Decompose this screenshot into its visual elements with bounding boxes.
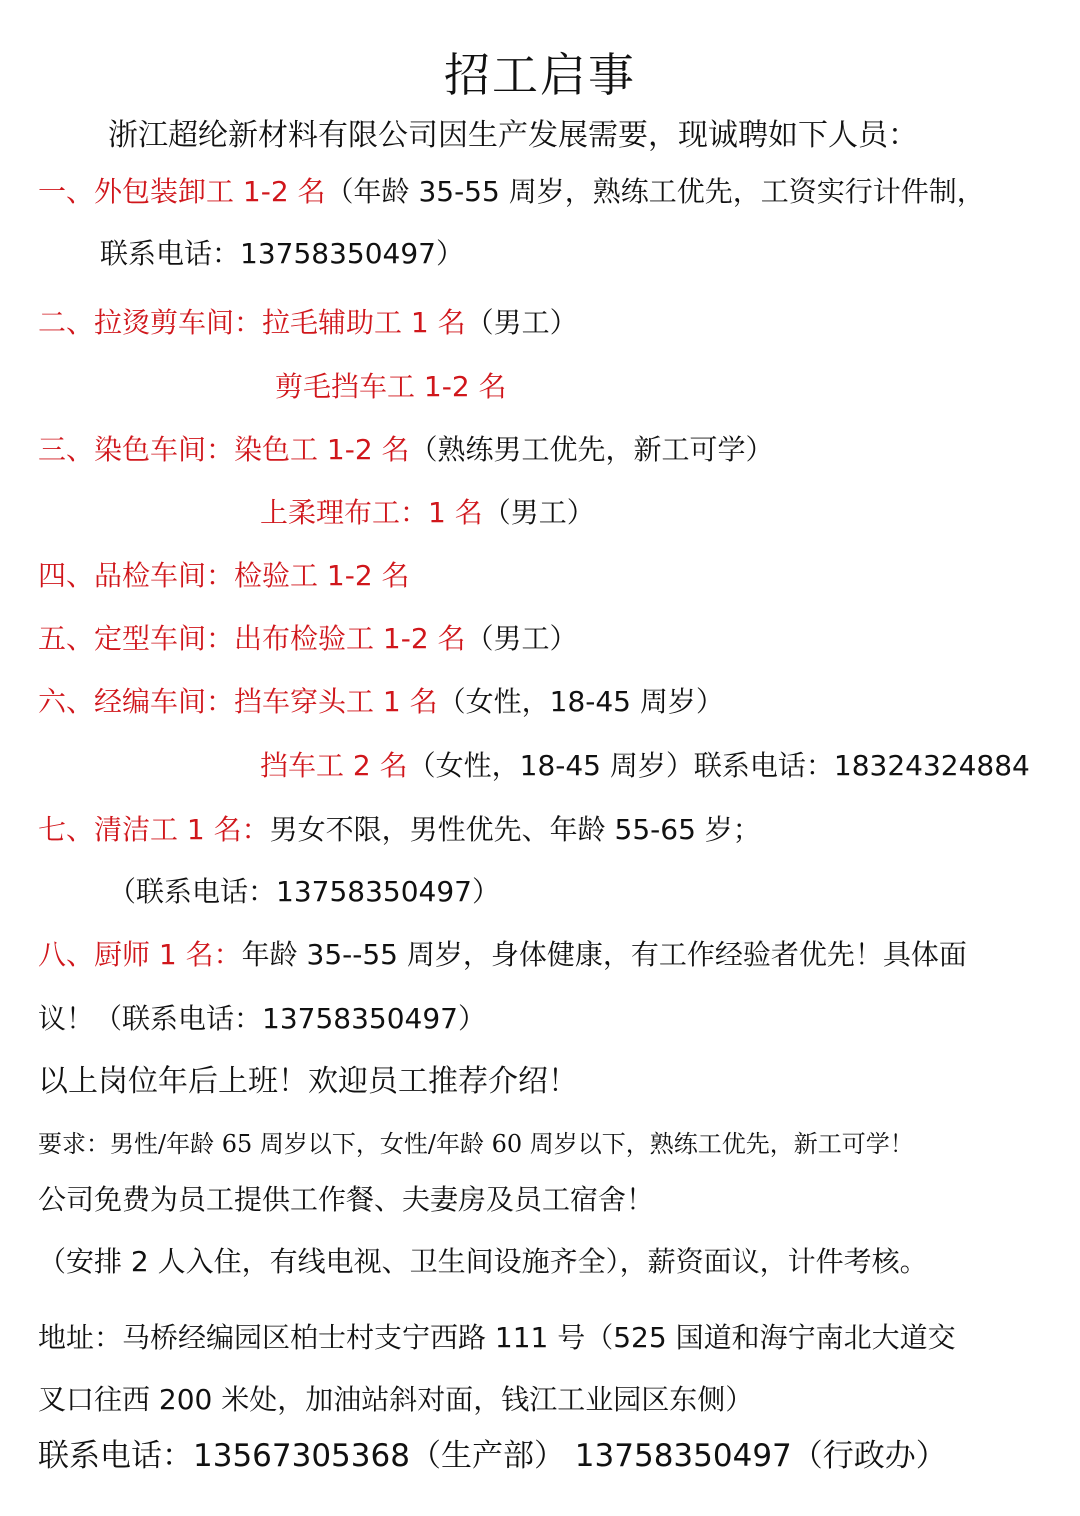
job-item-6-title: 六、经编车间：挡车穿头工 1 名 <box>38 685 438 718</box>
address-line-1: 地址：马桥经编园区柏士村支宁西路 111 号（525 国道和海宁南北大道交 <box>38 1321 956 1354</box>
job-item-3-detail: （熟练男工优先，新工可学） <box>409 433 774 466</box>
start-notice: 以上岗位年后上班！欢迎员工推荐介绍！ <box>38 1064 578 1099</box>
job-item-1-detail: （年龄 35-55 周岁，熟练工优先，工资实行计件制， <box>325 175 985 208</box>
job-item-7 <box>38 810 761 850</box>
job-item-7-title: 七、清洁工 1 名： <box>38 813 270 846</box>
job-item-7-contact: （联系电话：13758350497） <box>108 875 500 908</box>
job-item-2-sub: 剪毛挡车工 1-2 名 <box>275 370 507 403</box>
job-item-3-sub-detail: （男工） <box>482 496 595 529</box>
job-item-1-title: 一、外包装卸工 1-2 名 <box>38 175 326 208</box>
job-item-2-title: 二、拉烫剪车间：拉毛辅助工 1 名 <box>38 306 466 339</box>
job-item-5-detail: （男工） <box>465 622 578 655</box>
job-item-3-title: 三、染色车间：染色工 1-2 名 <box>38 433 410 466</box>
job-item-6-detail: （女性，18-45 周岁） <box>437 685 724 718</box>
job-item-5-title: 五、定型车间：出布检验工 1-2 名 <box>38 622 466 655</box>
address-line-2: 叉口往西 200 米处，加油站斜对面，钱江工业园区东侧） <box>38 1383 754 1416</box>
job-item-6-sub-title: 挡车工 2 名 <box>260 749 408 782</box>
job-item-2-detail: （男工） <box>465 306 578 339</box>
job-item-3-sub-title: 上柔理布工：1 名 <box>260 496 483 529</box>
job-item-6-sub <box>260 746 1030 786</box>
job-item-3-sub <box>260 493 595 533</box>
job-item-8 <box>38 935 967 975</box>
page-title: 招工启事 <box>444 48 636 102</box>
job-item-4: 四、品检车间：检验工 1-2 名 <box>38 559 410 592</box>
job-item-7-detail: 男女不限，男性优先、年龄 55-65 岁； <box>269 813 761 846</box>
job-item-1-contact: 联系电话：13758350497） <box>100 237 464 270</box>
contact-phones: 联系电话：13567305368（生产部） 13758350497（行政办） <box>38 1438 947 1474</box>
intro-text: 浙江超纶新材料有限公司因生产发展需要，现诚聘如下人员： <box>108 118 918 153</box>
job-item-8-title: 八、厨师 1 名： <box>38 938 242 971</box>
job-item-3 <box>38 430 774 470</box>
job-item-1 <box>38 172 985 212</box>
benefit-detail-text: （安排 2 人入住，有线电视、卫生间设施齐全），薪资面议，计件考核。 <box>38 1245 928 1278</box>
job-item-8-detail: 年龄 35--55 周岁，身体健康，有工作经验者优先！具体面 <box>241 938 967 971</box>
requirement-text: 要求：男性/年龄 65 周岁以下，女性/年龄 60 周岁以下，熟练工优先，新工可学！ <box>38 1130 914 1158</box>
benefit-text: 公司免费为员工提供工作餐、夫妻房及员工宿舍！ <box>38 1183 655 1216</box>
job-item-5 <box>38 619 578 659</box>
job-item-6-sub-detail: （女性，18-45 周岁）联系电话：18324324884 <box>407 749 1030 782</box>
job-item-8-contact: 议！（联系电话：13758350497） <box>38 1002 486 1035</box>
job-item-6 <box>38 682 724 722</box>
job-item-2 <box>38 303 578 343</box>
